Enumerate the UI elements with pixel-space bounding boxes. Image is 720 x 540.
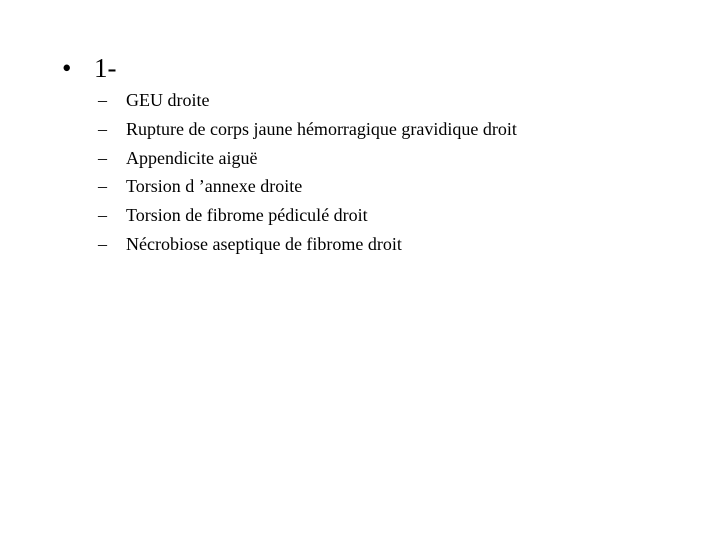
list-item [98,144,517,173]
dash-bullet-icon: – [98,176,107,197]
main-point-text: 1- [94,53,117,83]
dash-bullet-icon: – [98,205,107,226]
list-item [98,115,517,144]
list-item-text: Rupture de corps jaune hémorragique gravidique droit [126,118,517,139]
diagnosis-list [98,86,517,259]
list-item [98,86,517,115]
list-item-text: Torsion de fibrome pédiculé droit [126,205,368,226]
list-item-text: Appendicite aiguë [126,147,258,168]
dash-bullet-icon: – [98,147,107,168]
list-item [98,230,517,259]
list-item-text: Torsion d ’annexe droite [126,176,303,197]
list-item [98,172,517,201]
dash-bullet-icon: – [98,233,107,254]
list-item-text: Nécrobiose aseptique de fibrome droit [126,233,402,254]
dash-bullet-icon: – [98,90,107,110]
dash-bullet-icon: – [98,118,107,139]
list-item-text: GEU droite [126,90,210,110]
list-item [98,201,517,230]
bullet-icon: • [62,53,72,83]
main-bullet-point [62,52,117,84]
